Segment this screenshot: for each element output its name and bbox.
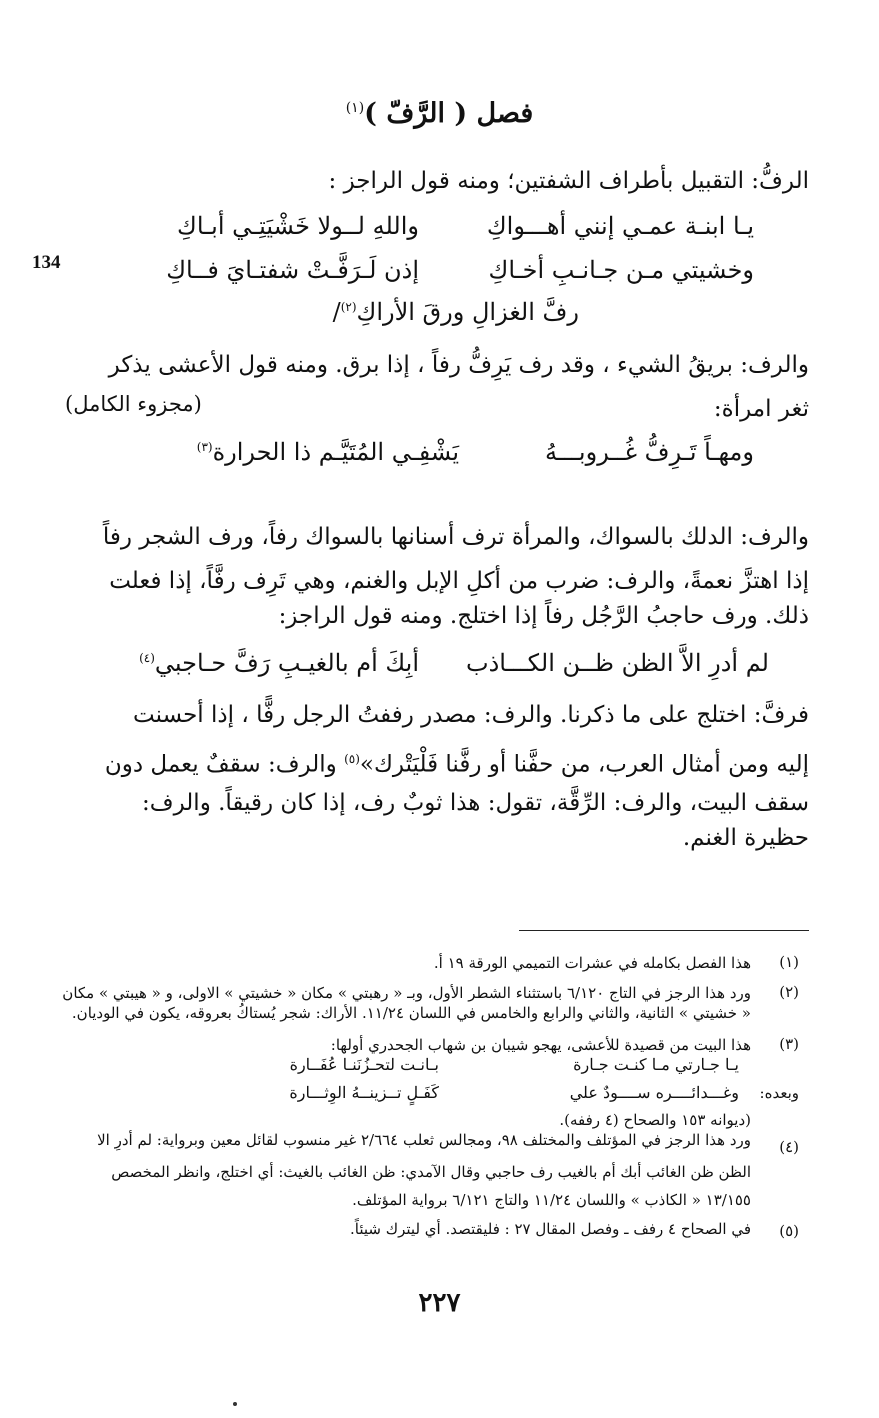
verse3 [333,298,579,326]
verse1-first-hemistich: يـا ابنـة عمـي إنني أهـــواكِ [486,212,754,240]
manuscript-folio-number: 134 [32,252,61,273]
meter-label: (مجزوء الكامل) [65,392,202,416]
footnote-2-line1: ورد هذا الرجز في التاج ٦/١٢٠ باستثناء الشطر الأول، وبـ « رهبتي » مكان « خشيتي » الاولى، و « هيبتي » مكان [62,984,751,1002]
verse2-second-hemistich: إذن لَـرَفَّـتْ شفتـايَ فــاكِ [166,256,419,284]
footnote-2-number: (٢) [779,983,799,1001]
page-number: ٢٢٧ [418,1288,461,1318]
footnote-2-line2: « خشيتي » الثانية، والثاني والرابع والخامس في اللسان ١١/٢٤. الأراك: شجر يُستاكُ بعروقه، يكون في الوديان. [71,1004,751,1022]
section3-line7: حظيرة الغنم. [682,825,809,851]
footnote-4-number: (٤) [779,1138,799,1156]
section3-verse-second-text: أبِكَ أم بالغيـبِ رَفَّ حـاجبي [154,649,419,677]
verse3-text: رفَّ الغزالِ ورقَ الأراكِ [356,298,579,326]
section2-verse-footnote-ref: (٣) [196,440,213,454]
section2-verse-second-text: يَشْفِـي المُتَيَّـم ذا الحرارة [212,438,459,466]
section3-line3: ذلك. ورف حاجبُ الرَّجُل رفاً إذا اختلج. ومنه قول الراجز: [278,603,809,629]
section3-line5 [64,737,809,787]
footnote-3-number: (٣) [779,1035,799,1053]
title-footnote-ref: (١) [345,100,365,116]
footnote-1-number: (١) [779,953,799,971]
section3-verse-footnote-ref: (٤) [139,651,155,665]
section3-verse-first-hemistich: لم أدرِ الاَّ الظن ظــن الكـــاذب [465,649,769,677]
chapter-title-text: فصل ( الرَّفّ ) [364,98,534,129]
footnote-3-verse2-b: كَفَـلٍ تــزينــهُ الوِثـــارة [289,1083,439,1102]
verse2-first-hemistich: وخشيتي مـن جـانـبِ أخـاكِ [488,256,754,284]
section3-line6: سقف البيت، والرف: الرِّقَّة، تقول: هذا ثوبٌ رف، إذا كان رقيقاً. والرف: [142,790,809,816]
footnote-1-line1: هذا الفصل بكامله في عشرات التميمي الورقة ١٩ أ. [433,954,751,972]
footnote-5-number: (٥) [779,1222,799,1240]
section3-line5-part1: إليه ومن أمثال العرب، من حفَّنا أو رفَّنا فَلْيَتْرك» [359,751,809,778]
section2-verse-second [197,438,459,466]
verse3-footnote-ref: (٢) [340,300,357,314]
footnote-5-line1: في الصحاح ٤ رفف ـ وفصل المقال ٢٧ : فليقتصد. أي ليترك شيئاً. [350,1220,751,1238]
section3-line1: والرف: الدلك بالسواك، والمرأة ترف أسنانها بالسواك رفاً، ورف الشجر رفاً [102,524,809,550]
section3-line2: إذا اهتزَّ نعمةً، والرف: ضرب من أكلِ الإبل والغنم، وهي تَرِف رفَّاً، إذا فعلت [109,568,809,594]
section3-line5-footnote-ref: (٥) [344,752,360,766]
verse1-second-hemistich: واللهِ لــولا خَشْيَتِـي أبـاكِ [177,212,419,240]
footnote-3-line3: (ديوانه ١٥٣ والصحاح (٤ رففه). [559,1111,751,1129]
chapter-title [0,98,879,129]
section3-line4: فرفَّ: اختلج على ما ذكرنا. والرف: مصدر رففتُ الرجل رفًّا ، إذا أحسنت [133,702,809,728]
footnote-separator [519,930,809,931]
section2-line2: ثغر امرأة: [713,396,809,422]
footnote-3-verse1-b: بـانـت لتحـزُنَنـا عُفَــارة [289,1055,439,1074]
section1-intro: الرفُّ: التقبيل بأطراف الشفتين؛ ومنه قول الراجز : [328,168,809,194]
footnote-4-line3: ١٣/١٥٥ « الكاذب » واللسان ١١/٢٤ والتاج ٦/١٢١ برواية المؤتلف. [352,1191,751,1209]
footnote-4-line1: ورد هذا الرجز في المؤتلف والمختلف ٩٨، ومجالس ثعلب ٢/٦٦٤ غير منسوب لقائل معين وبرواية: لم أدرِ الا [97,1131,751,1149]
footnote-3-line2: وبعده: [759,1084,799,1102]
footnote-3-line1: هذا البيت من قصيدة للأعشى، يهجو شيبان بن شهاب الجحدري أولها: [330,1036,751,1054]
footnote-3-verse2-a: وغـــدائــــره ســــودٌ علي [569,1083,739,1102]
folio-mark: / [332,298,341,326]
section2-verse-first-hemistich: ومهـاً تَـرِفُّ غُــروبـــهُ [544,438,754,466]
scan-speck [233,1402,237,1406]
section2-line1: والرف: بريقُ الشيء ، وقد رف يَرِفُّ رفاً ، إذا برق. ومنه قول الأعشى يذكر [108,352,809,378]
section3-line5-part2: والرف: سقفٌ يعمل دون [104,751,337,778]
footnote-3-verse1-a: يـا جـارتي مـا كنـت جـارة [573,1055,739,1074]
section3-verse-second [139,649,419,677]
footnote-4-line2: الظن ظن الغائب أبك أم بالغيب رف حاجبي وقال الآمدي: ظن الغائب بالغيث: أي اختلج، وانظر المخصص [111,1163,751,1181]
